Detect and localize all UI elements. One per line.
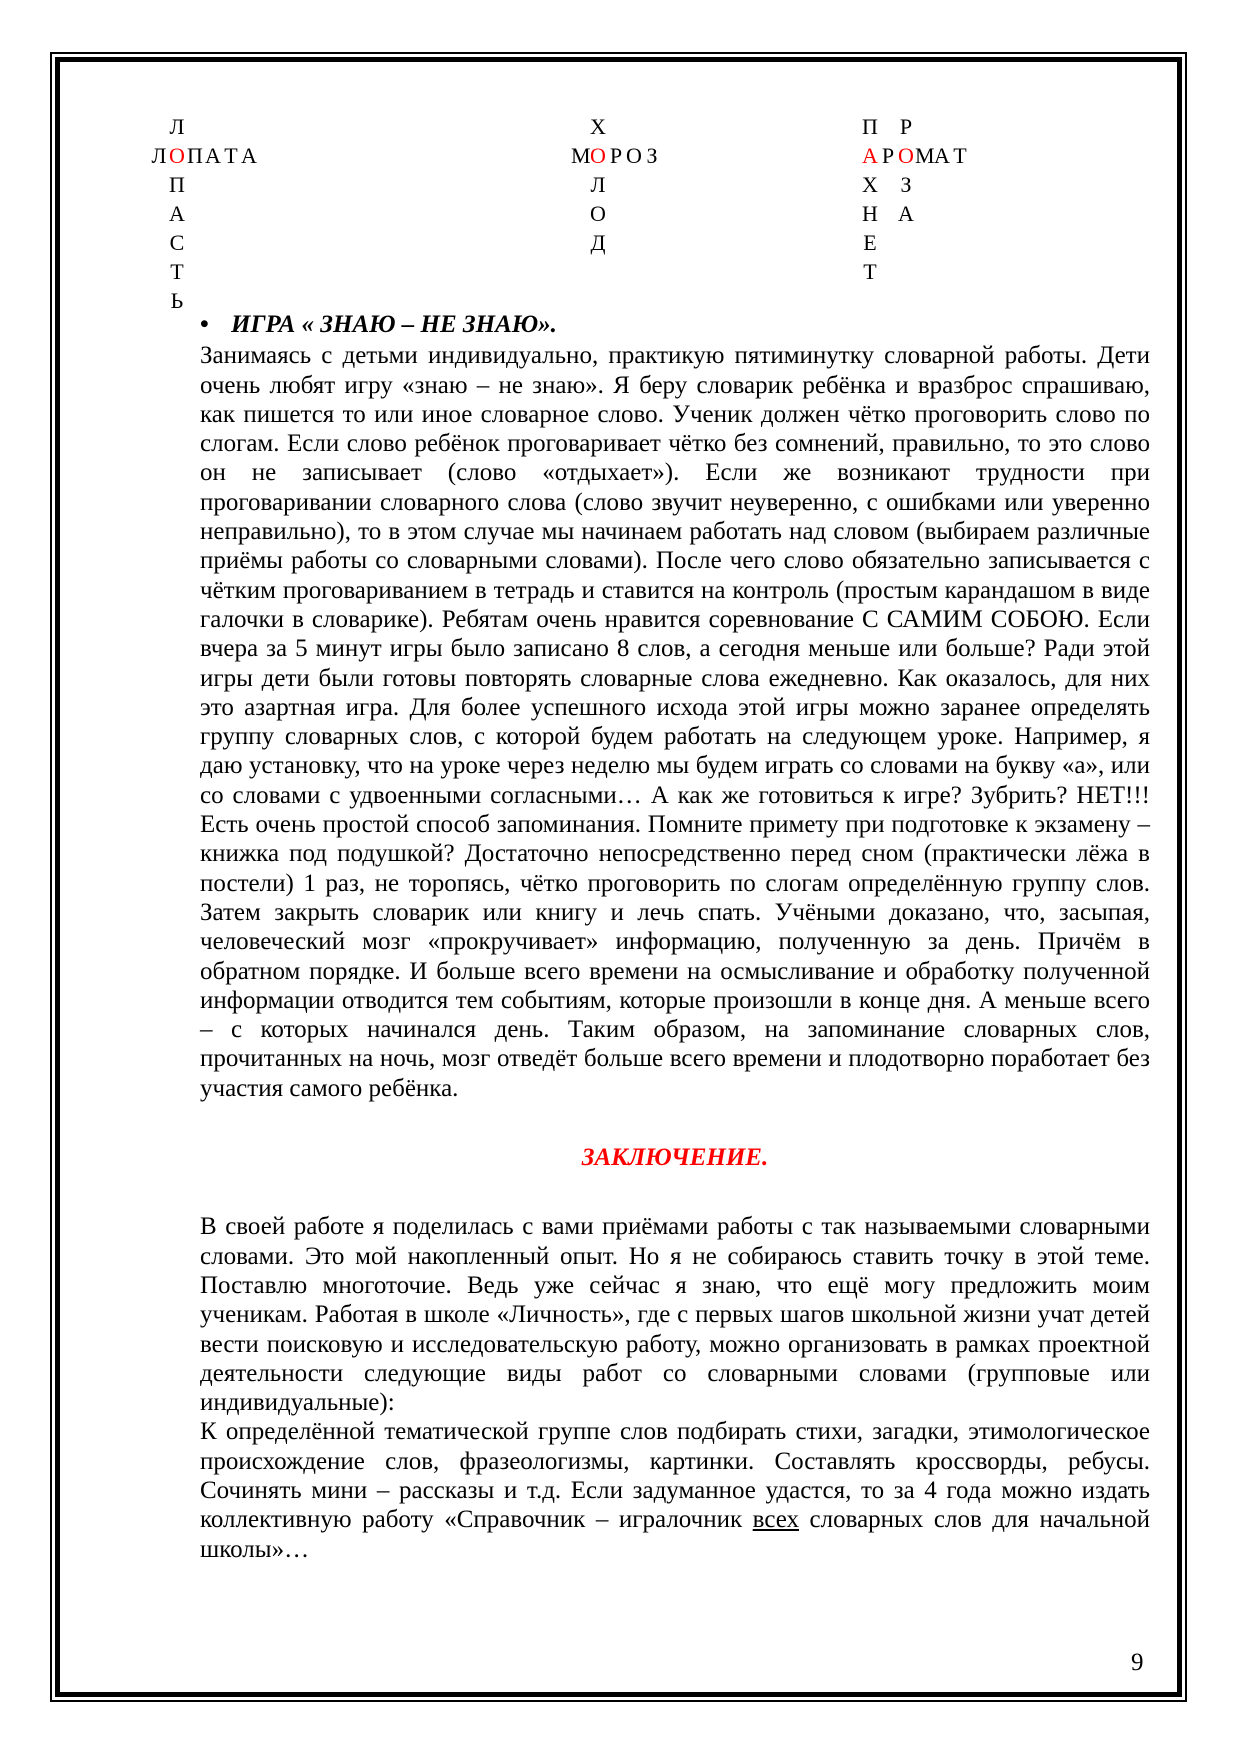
puzzle-letter: П (187, 143, 203, 168)
puzzle-letter: Р (899, 114, 913, 139)
word-puzzle-moroz (571, 112, 661, 257)
puzzle-letter: Т (224, 143, 238, 168)
puzzle-row (861, 228, 969, 257)
puzzle-letter: П (862, 114, 878, 139)
puzzle-letter: Н (862, 201, 878, 226)
puzzle-row (150, 257, 258, 286)
bullet-marker: • (200, 311, 209, 338)
conclusion-paragraph-2-end: словарных слов для начальной школы»… (200, 1506, 1150, 1563)
puzzle-row (150, 199, 258, 228)
puzzle-row (571, 199, 661, 228)
puzzle-letter: С (169, 230, 185, 255)
puzzle-letter (150, 199, 168, 228)
puzzle-row (861, 112, 969, 141)
document-body (200, 310, 1150, 1564)
game-section-paragraph: Занимаясь с детьми индивидуально, практикую пятиминутку словарной работы. Дети очень любят игру «знаю – не знаю». Я беру словарик ребёнка и вразброс спрашиваю, как пишется то или иное словарное слово. Ученик должен чётко проговорить слово по слогам. Если слово ребёнок проговаривает чётко без сомнений, правильно, то это слово он не записывает (слово «отдыхает»). Если же возникают трудности при проговаривании словарного слова (слово звучит неуверенно, с ошибками или уверенно неправильно), то в этом случае мы начинаем работать над словом (выбираем различные приёмы работы со словарными словами). После чего слово обязательно записывается с чётким проговариванием в тетрадь и ставится на контроль (простым карандашом в виде галочки в словарике). Ребятам очень нравится соревнование С САМИМ СОБОЮ. Если вчера за 5 минут игры было записано 8 слов, а сегодня меньше или больше? Ради этой игры дети были готовы повторять словарные слова ежедневно. Как оказалось, для них это азартная игра. Для более успешного исхода этой игры можно заранее определять группу словарных слов, с которой будем работать на следующем уроке. Например, я даю установку, что на уроке через неделю мы будем играть со словами на букву «а», или со словами с удвоенными согласными… А как же готовиться к игре? Зубрить? НЕТ!!! Есть очень простой способ запоминания. Помните примету при подготовке к экзамену – книжка под подушкой? Достаточно непосредственно перед сном (практически лёжа в постели) 1 раз, не торопясь, чётко проговорить по слогам определённую группу слов. Затем закрыть словарик или книгу и лечь спать. Учёными доказано, что, засыпая, человеческий мозг «прокручивает» информацию, полученную за день. Причём в обратном порядке. И больше всего времени на осмысливание и обработку полученной информации отводится тем событиям, которые произошли в конце дня. А меньше всего – с которых начинался день. Таким образом, на запоминание словарных слов, прочитанных на ночь, мозг отведёт больше всего времени и плодотворно поработает без участия самого ребёнка. (200, 342, 1150, 1102)
puzzle-letter: Л (169, 114, 185, 139)
puzzle-letter: Х (862, 172, 878, 197)
puzzle-letter: Ь (170, 288, 184, 313)
puzzle-row (150, 141, 258, 170)
puzzle-letter: А (205, 143, 221, 168)
conclusion-paragraph-1: В своей работе я поделилась с вами приёмами работы с так называемыми словарными словами. Это мой накопленный опыт. Но я не собираюсь ставить точку в этой теме. Поставлю многоточие. Ведь уже сейчас я знаю, что ещё могу предложить моим ученикам. Работая в школе «Личность», где с первых шагов школьной жизни учат детей вести поисковую и исследовательскую работу, можно организовать в рамках проектной деятельности следующие виды работ со словарными словами (групповые или индивидуальные): (200, 1213, 1150, 1417)
puzzle-row (861, 170, 969, 199)
puzzle-letter (879, 199, 897, 228)
puzzle-letter: А (934, 143, 950, 168)
puzzle-letter: Р (881, 143, 895, 168)
puzzle-letter: З (900, 172, 912, 197)
puzzle-letter: О (626, 143, 642, 168)
puzzle-row (150, 228, 258, 257)
conclusion-paragraph-2 (200, 1417, 1150, 1563)
puzzle-letter: Л (590, 172, 606, 197)
puzzle-letter (571, 170, 589, 199)
conclusion-paragraph-2-start: К определённой тематической группе слов подбирать стихи, загадки, этимологическое происхождение слов, фразеологизмы, картинки. Составлять кроссворды, ребусы. Сочинять мини – рассказы и т.д. Если задуманное удастся, то за 4 года можно издать коллективную работу «Справочник – игралочник (200, 1418, 1150, 1534)
puzzle-row (571, 112, 661, 141)
puzzle-letter: Т (863, 259, 877, 284)
puzzle-letter: А (169, 201, 185, 226)
puzzle-letter: Р (609, 143, 623, 168)
puzzle-row (571, 141, 661, 170)
page-number: 9 (1131, 1649, 1144, 1676)
puzzle-letter (150, 286, 168, 315)
word-puzzle-lopata (150, 112, 258, 315)
puzzle-letter: Д (590, 230, 606, 255)
puzzle-row (861, 257, 969, 286)
puzzle-letter (571, 199, 589, 228)
puzzle-letter (150, 170, 168, 199)
puzzle-letter: А (862, 143, 878, 168)
puzzle-row (861, 199, 969, 228)
puzzle-row (150, 170, 258, 199)
word-puzzle-aromat (861, 112, 969, 286)
puzzle-letter: Л (151, 143, 167, 168)
puzzle-letter: М (571, 143, 591, 168)
puzzle-letter: О (898, 143, 914, 168)
puzzle-letter: О (169, 143, 185, 168)
puzzle-row (150, 112, 258, 141)
puzzle-letter: Т (170, 259, 184, 284)
puzzle-letter: П (169, 172, 185, 197)
puzzle-letter: Т (953, 143, 967, 168)
puzzle-letter: З (646, 143, 658, 168)
puzzle-letter: О (590, 143, 606, 168)
puzzle-letter: А (898, 201, 914, 226)
puzzle-letter: А (241, 143, 257, 168)
puzzle-letter: Х (590, 114, 606, 139)
puzzle-letter (150, 112, 168, 141)
puzzle-letter: Е (863, 230, 877, 255)
puzzle-letter (571, 112, 589, 141)
puzzle-letter (571, 228, 589, 257)
puzzle-letter (879, 112, 897, 141)
puzzle-letter: О (590, 201, 606, 226)
puzzle-row (571, 228, 661, 257)
puzzle-letter (150, 228, 168, 257)
puzzle-letter: М (915, 143, 935, 168)
underlined-word: всех (752, 1506, 799, 1534)
puzzle-letter (150, 257, 168, 286)
puzzle-row (571, 170, 661, 199)
puzzle-row (861, 141, 969, 170)
game-heading-text: ИГРА « ЗНАЮ – НЕ ЗНАЮ». (231, 311, 557, 338)
game-section-heading (200, 310, 1150, 339)
conclusion-heading: ЗАКЛЮЧЕНИЕ. (581, 1144, 769, 1172)
puzzle-letter (879, 170, 897, 199)
